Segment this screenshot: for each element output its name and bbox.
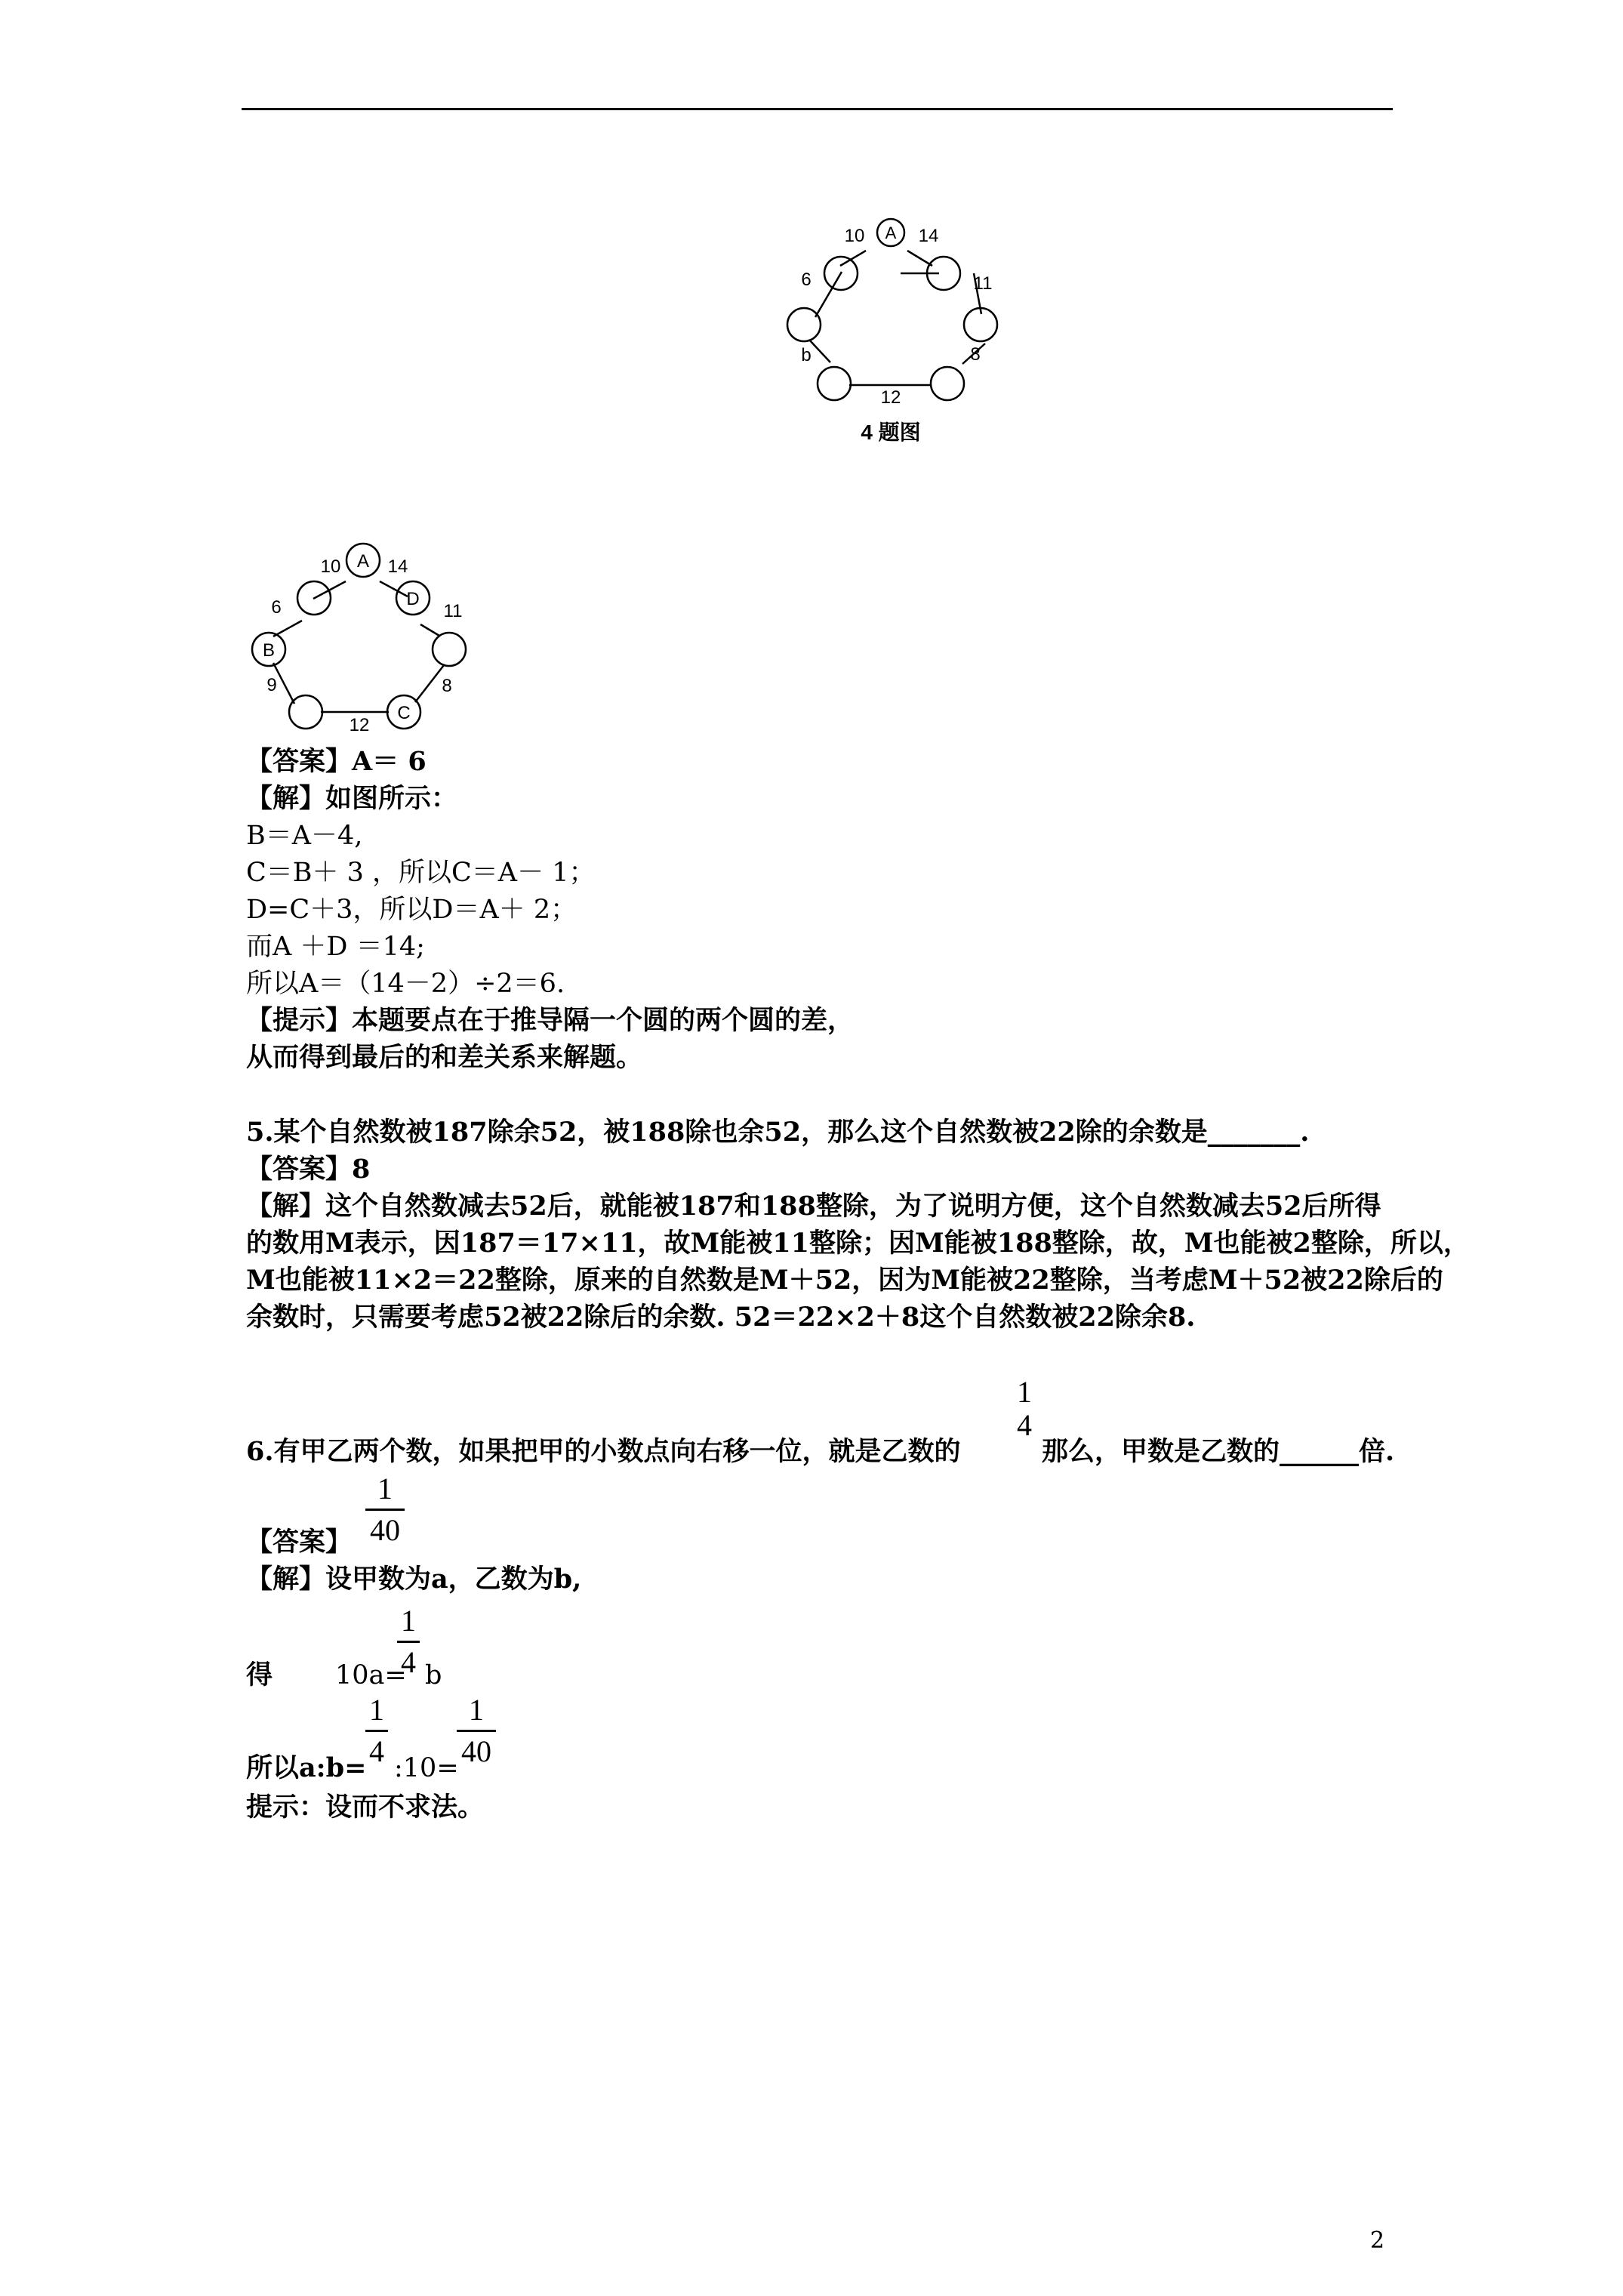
- node-label: B: [262, 640, 276, 661]
- figure-4-solution-diagram: [242, 529, 491, 740]
- q5-solution: 余数时，只需要考虑52被22除后的余数. 52＝22×2＋8这个自然数被22除余8.: [246, 1302, 1196, 1333]
- node-label: C: [397, 703, 411, 723]
- edge-label: 10: [844, 226, 865, 246]
- q6-de: 得: [246, 1660, 273, 1690]
- edge-label: 6: [271, 597, 282, 618]
- edge-label: 12: [880, 387, 901, 408]
- edge-label: b: [801, 345, 812, 365]
- edge-label: 14: [387, 556, 408, 577]
- q4-hint: 【提示】本题要点在于推导隔一个圆的两个圆的差，: [246, 1005, 855, 1036]
- q4-hint-cont: 从而得到最后的和差关系来解题。: [246, 1042, 643, 1073]
- edge-label: 8: [970, 344, 981, 365]
- q6-question-part2: 那么，甲数是乙数的______倍.: [1042, 1436, 1395, 1467]
- fraction-one-fortieth: 1 40: [365, 1472, 405, 1547]
- q6-solution: 【解】设甲数为a，乙数为b,: [246, 1564, 582, 1595]
- header-rule: [242, 108, 1393, 110]
- q6-answer: 【答案】: [246, 1527, 353, 1558]
- node-label: D: [406, 589, 420, 609]
- edge-label: 10: [320, 556, 341, 577]
- edge-label: 12: [349, 715, 370, 735]
- edge-label: 11: [443, 601, 463, 621]
- q6-equation-1-b: b: [425, 1660, 442, 1690]
- edge-label: 8: [442, 676, 452, 696]
- q5-solution: 【解】这个自然数减去52后，就能被187和188整除，为了说明方便，这个自然数减去52后所得: [246, 1191, 1381, 1222]
- q4-step: B＝A－4,: [246, 821, 363, 851]
- node-label: A: [356, 551, 370, 572]
- q4-step: 而A ＋D ＝14;: [246, 932, 425, 962]
- edge-label: 6: [801, 270, 812, 290]
- q6-equation-2-b: :10=: [394, 1753, 459, 1783]
- fraction-one-fortieth: 1 40: [457, 1693, 496, 1768]
- edge-label: 11: [973, 273, 993, 294]
- q6-equation-2: 所以a:b=: [246, 1752, 367, 1783]
- q6-question-part1: 6.有甲乙两个数，如果把甲的小数点向右移一位，就是乙数的: [246, 1436, 961, 1467]
- page-number: 2: [1370, 2227, 1385, 2254]
- q5-question: 5.某个自然数被187除余52，被188除也余52，那么这个自然数被22除的余数是_______.: [246, 1117, 1310, 1148]
- fraction-one-quarter: 1 4: [365, 1693, 388, 1768]
- fraction-one-quarter: 1 4: [1017, 1375, 1032, 1442]
- q4-step: D=C＋3，所以D＝A＋ 2；: [246, 895, 577, 925]
- figure-caption: 4 题图: [861, 421, 921, 444]
- q5-solution: M也能被11×2＝22整除，原来的自然数是M＋52，因为M能被22整除，当考虑M＋52被22除后的: [246, 1265, 1443, 1296]
- figure-4-diagram: [762, 204, 1012, 461]
- q6-equation-1: 10a=: [335, 1660, 407, 1690]
- q4-solution-heading: 【解】如图所示：: [246, 783, 458, 814]
- q5-answer: 【答案】8: [246, 1154, 371, 1185]
- edge-label: 14: [918, 226, 939, 246]
- q4-step: C＝B＋ 3 ，所以C＝A－ 1；: [246, 858, 596, 888]
- q5-solution: 的数用M表示，因187＝17×11，故M能被11整除；因M能被188整除，故，M也能被2整除，所以，: [246, 1228, 1470, 1259]
- q4-answer: 【答案】A＝ 6: [246, 746, 427, 777]
- node-a-label: A: [885, 223, 897, 242]
- q4-step: 所以A＝（14－2）÷2＝6.: [246, 969, 565, 999]
- q6-hint: 提示：设而不求法。: [246, 1792, 485, 1823]
- fraction-one-quarter: 1 4: [397, 1604, 420, 1679]
- edge-label: 9: [266, 675, 277, 695]
